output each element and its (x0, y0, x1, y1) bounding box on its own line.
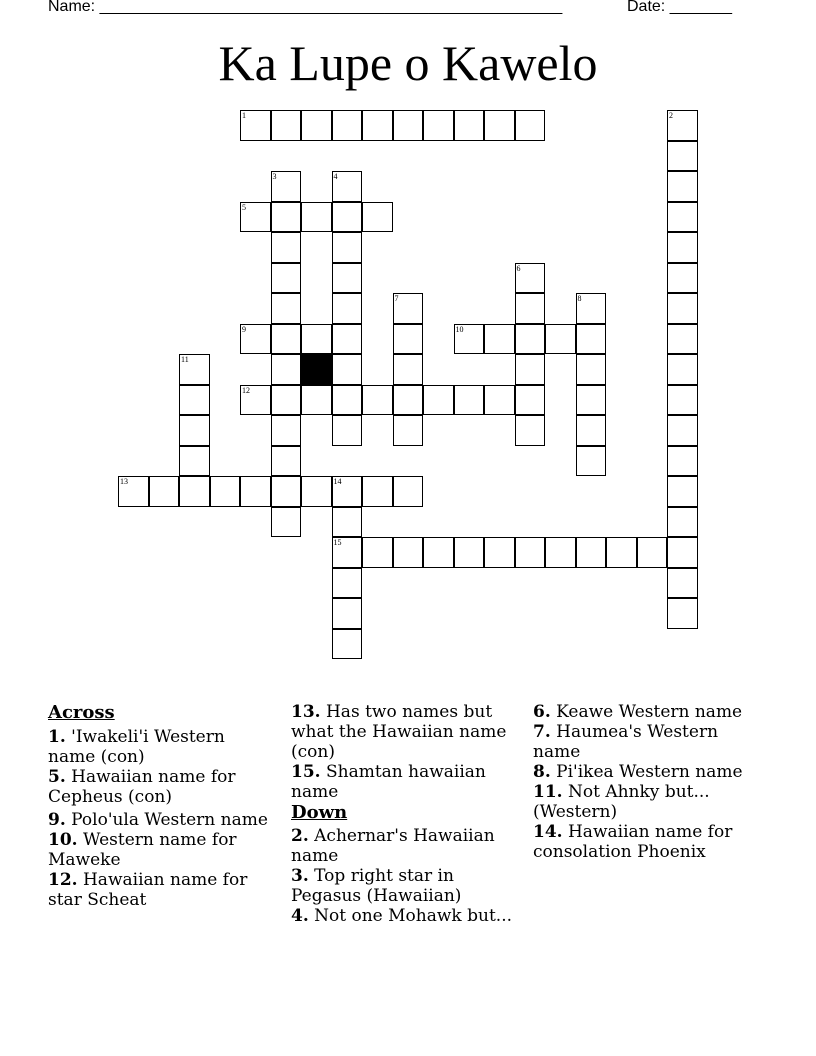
grid-cell[interactable] (240, 202, 271, 233)
clue-text: Hawaiian name for consolation Phoenix (533, 822, 733, 862)
grid-cell[interactable] (454, 385, 485, 416)
grid-cell[interactable] (332, 385, 363, 416)
grid-cell[interactable] (301, 110, 332, 141)
grid-cell[interactable] (362, 110, 393, 141)
grid-cell[interactable] (271, 385, 302, 416)
clue-number: 11. (533, 782, 563, 802)
clue-number-label: 5 (242, 202, 246, 212)
grid-cell[interactable] (393, 354, 424, 385)
clue-number-label: 8 (577, 294, 582, 303)
grid-cell[interactable] (667, 263, 698, 294)
grid-cell[interactable] (332, 110, 363, 141)
grid-cell[interactable] (240, 324, 271, 355)
grid-cell[interactable] (271, 263, 302, 294)
clue-number: 8. (533, 762, 551, 782)
clue-number: 4. (291, 906, 309, 926)
clue-text: Hawaiian name for star Scheat (48, 870, 248, 910)
black-square (301, 354, 332, 385)
clue-number-label: 10 (455, 324, 464, 334)
across-heading: Across (48, 702, 115, 723)
grid-cell[interactable] (362, 385, 393, 416)
grid-cell[interactable] (332, 232, 363, 263)
grid-cell[interactable] (332, 293, 363, 324)
clue-across-12 (48, 870, 273, 910)
clue-number: 14. (533, 822, 563, 842)
clue-across-1 (48, 727, 273, 767)
grid-cell[interactable] (515, 354, 546, 385)
grid-cell[interactable] (271, 202, 302, 233)
grid-cell[interactable] (545, 324, 576, 355)
grid-cell[interactable] (576, 415, 607, 446)
clue-number-label: 3 (272, 172, 277, 181)
grid-cell[interactable] (271, 232, 302, 263)
grid-cell[interactable] (332, 171, 363, 202)
grid-cell[interactable] (576, 446, 607, 477)
clue-across-13 (291, 702, 521, 762)
grid-cell[interactable] (271, 476, 302, 507)
clue-down-7 (533, 722, 748, 762)
grid-cell[interactable] (576, 324, 607, 355)
grid-cell[interactable] (271, 324, 302, 355)
grid-cell[interactable] (118, 476, 149, 507)
grid-cell[interactable] (637, 537, 668, 568)
clue-text: Hawaiian name for Cepheus (con) (48, 767, 236, 807)
grid-cell[interactable] (332, 537, 363, 568)
grid-cell[interactable] (271, 110, 302, 141)
grid-cell[interactable] (667, 110, 698, 141)
grid-cell[interactable] (576, 354, 607, 385)
clue-number: 7. (533, 722, 551, 742)
grid-cell[interactable] (423, 110, 454, 141)
grid-cell[interactable] (332, 415, 363, 446)
clue-number-label: 4 (333, 172, 338, 181)
grid-cell[interactable] (667, 598, 698, 629)
grid-cell[interactable] (362, 537, 393, 568)
clue-text: Polo'ula Western name (71, 810, 268, 830)
grid-cell[interactable] (179, 415, 210, 446)
grid-cell[interactable] (667, 446, 698, 477)
grid-cell[interactable] (667, 507, 698, 538)
grid-cell[interactable] (515, 385, 546, 416)
grid-cell[interactable] (515, 415, 546, 446)
clue-number: 3. (291, 866, 309, 886)
grid-cell[interactable] (423, 385, 454, 416)
grid-cell[interactable] (393, 415, 424, 446)
grid-cell[interactable] (667, 476, 698, 507)
clue-across-5 (48, 767, 273, 807)
grid-cell[interactable] (515, 537, 546, 568)
grid-cell[interactable] (545, 537, 576, 568)
grid-cell[interactable] (515, 324, 546, 355)
clue-number-label: 2 (669, 111, 673, 120)
grid-cell[interactable] (393, 293, 424, 324)
grid-cell[interactable] (393, 476, 424, 507)
grid-cell[interactable] (454, 324, 485, 355)
clue-number: 13. (291, 702, 321, 722)
clue-down-2 (291, 826, 521, 866)
grid-cell[interactable] (362, 476, 393, 507)
grid-cell[interactable] (271, 171, 302, 202)
clue-text: Achernar's Hawaiian name (291, 826, 495, 866)
clue-text: Top right star in Pegasus (Hawaiian) (291, 866, 462, 906)
grid-cell[interactable] (667, 354, 698, 385)
clue-number: 10. (48, 830, 78, 850)
clue-number: 1. (48, 727, 66, 747)
clue-number-label: 14 (333, 477, 342, 486)
grid-cell[interactable] (454, 537, 485, 568)
clue-number-label: 6 (516, 263, 521, 273)
grid-cell[interactable] (179, 354, 210, 385)
grid-cell[interactable] (301, 324, 332, 355)
grid-cell[interactable] (332, 324, 363, 355)
clue-down-3 (291, 866, 521, 906)
grid-cell[interactable] (515, 110, 546, 141)
grid-cell[interactable] (332, 476, 363, 507)
grid-cell[interactable] (332, 354, 363, 385)
grid-cell[interactable] (301, 202, 332, 233)
grid-cell[interactable] (332, 629, 363, 660)
grid-cell[interactable] (515, 293, 546, 324)
grid-cell[interactable] (271, 415, 302, 446)
grid-cell[interactable] (667, 568, 698, 599)
clue-across-15 (291, 762, 521, 802)
grid-cell[interactable] (149, 476, 180, 507)
grid-cell[interactable] (240, 476, 271, 507)
grid-cell[interactable] (393, 537, 424, 568)
grid-cell[interactable] (606, 537, 637, 568)
clue-across-9 (48, 810, 273, 830)
clue-down-6 (533, 702, 748, 722)
grid-cell[interactable] (271, 446, 302, 477)
clue-text: Not one Mohawk but... (314, 906, 513, 926)
grid-cell[interactable] (240, 110, 271, 141)
grid-cell[interactable] (332, 263, 363, 294)
grid-cell[interactable] (210, 476, 241, 507)
clue-number: 15. (291, 762, 321, 782)
grid-cell[interactable] (271, 293, 302, 324)
clue-number-label: 12 (242, 385, 250, 395)
clue-text: Not Ahnky but... (Western) (533, 782, 710, 822)
grid-cell[interactable] (667, 202, 698, 233)
grid-cell[interactable] (332, 598, 363, 629)
grid-cell[interactable] (576, 293, 607, 324)
grid-cell[interactable] (667, 415, 698, 446)
clue-text: Western name for Maweke (48, 830, 237, 870)
grid-cell[interactable] (423, 537, 454, 568)
grid-cell[interactable] (667, 232, 698, 263)
clue-number: 12. (48, 870, 78, 890)
name-field-label: Name: ____________________________________________________ (48, 0, 563, 15)
clue-number-label: 15 (333, 538, 342, 547)
puzzle-title: Ka Lupe o Kawelo (218, 35, 598, 91)
clue-number-label: 9 (242, 324, 246, 334)
clue-down-8 (533, 762, 748, 782)
clue-text: Has two names but what the Hawaiian name (con) (291, 702, 507, 762)
clue-text: Pi'ikea Western name (556, 762, 743, 782)
grid-cell[interactable] (667, 537, 698, 568)
grid-cell[interactable] (179, 476, 210, 507)
clue-number-label: 1 (242, 111, 246, 120)
clue-text: 'Iwakeli'i Western name (con) (48, 727, 225, 767)
grid-cell[interactable] (393, 110, 424, 141)
date-field-label: Date: _______ (627, 0, 732, 15)
grid-cell[interactable] (240, 385, 271, 416)
grid-cell[interactable] (576, 385, 607, 416)
grid-cell[interactable] (332, 202, 363, 233)
clues-column-2 (291, 702, 521, 926)
grid-cell[interactable] (393, 385, 424, 416)
clue-number: 5. (48, 767, 66, 787)
grid-cell[interactable] (332, 568, 363, 599)
grid-cell[interactable] (667, 385, 698, 416)
grid-cell[interactable] (667, 171, 698, 202)
down-heading: Down (291, 802, 348, 823)
clues-column-1 (48, 702, 273, 910)
clue-down-4 (291, 906, 521, 926)
grid-cell[interactable] (667, 293, 698, 324)
grid-cell[interactable] (301, 385, 332, 416)
grid-cell[interactable] (667, 324, 698, 355)
grid-cell[interactable] (515, 263, 546, 294)
clue-number-label: 13 (120, 477, 128, 486)
clue-number-label: 7 (394, 294, 399, 303)
clue-number: 6. (533, 702, 551, 722)
grid-cell[interactable] (271, 507, 302, 538)
grid-cell[interactable] (271, 354, 302, 385)
clue-text: Haumea's Western name (533, 722, 719, 762)
grid-cell[interactable] (332, 507, 363, 538)
clue-number: 2. (291, 826, 309, 846)
clue-down-11 (533, 782, 748, 822)
grid-cell[interactable] (179, 446, 210, 477)
grid-cell[interactable] (362, 202, 393, 233)
grid-cell[interactable] (301, 476, 332, 507)
clue-number-label: 11 (181, 355, 189, 364)
grid-cell[interactable] (393, 324, 424, 355)
grid-cell[interactable] (667, 141, 698, 172)
grid-cell[interactable] (484, 385, 515, 416)
grid-cell[interactable] (484, 110, 515, 141)
grid-cell[interactable] (484, 324, 515, 355)
grid-cell[interactable] (179, 385, 210, 416)
clues-column-3 (533, 702, 748, 862)
grid-cell[interactable] (576, 537, 607, 568)
grid-cell[interactable] (454, 110, 485, 141)
clue-number: 9. (48, 810, 66, 830)
clue-text: Shamtan hawaiian name (291, 762, 486, 802)
grid-cell[interactable] (484, 537, 515, 568)
clue-text: Keawe Western name (556, 702, 743, 722)
clue-down-14 (533, 822, 748, 862)
clue-across-10 (48, 830, 273, 870)
